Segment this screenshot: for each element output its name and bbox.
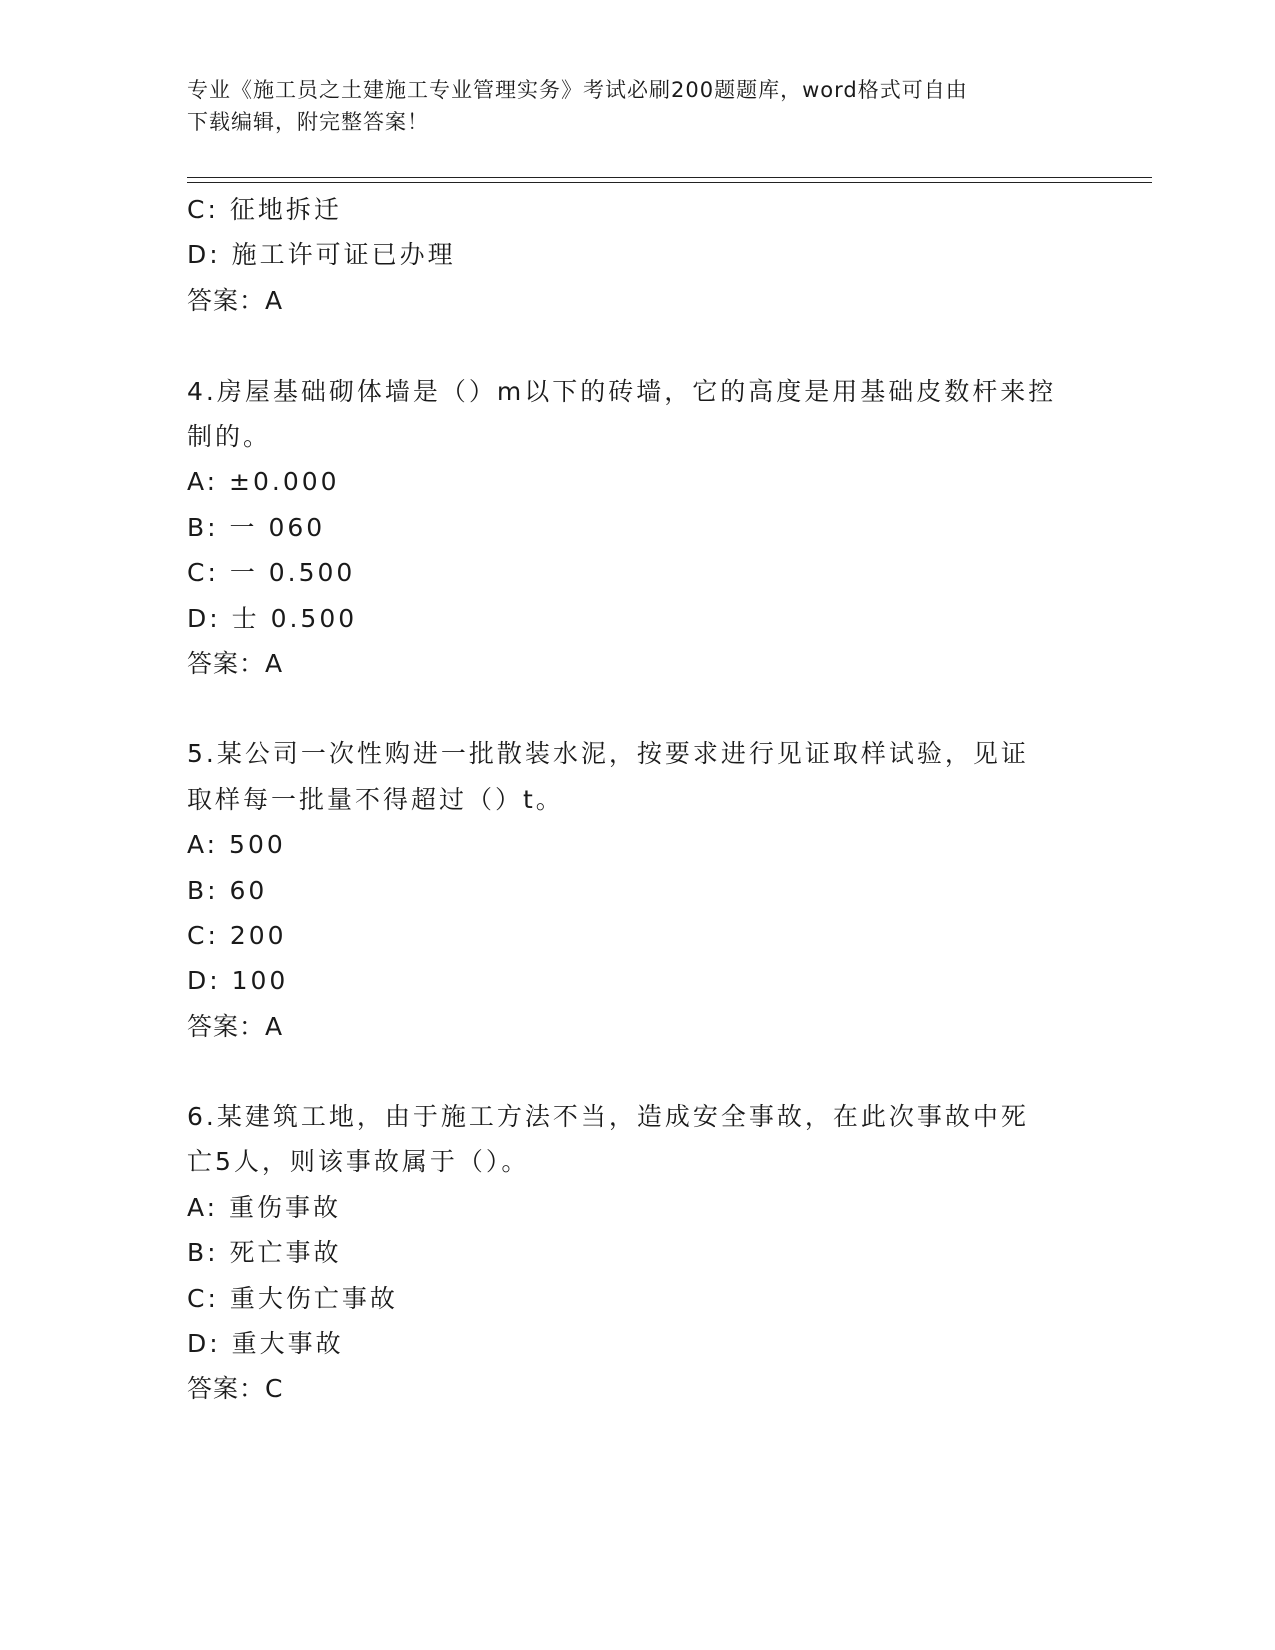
q4-question-line-1: 4.房屋基础砌体墙是（）m以下的砖墙，它的高度是用基础皮数杆来控 <box>187 377 1057 406</box>
header-divider-bottom <box>187 182 1152 183</box>
header-line-1: 专业《施工员之土建施工专业管理实务》考试必刷200题题库，word格式可自由 <box>187 78 968 102</box>
q6-option-c: C: 重大伤亡事故 <box>187 1284 398 1313</box>
q4-option-a: A: ±0.000 <box>187 467 340 496</box>
header-divider-top <box>187 177 1152 178</box>
q5-question-line-1: 5.某公司一次性购进一批散装水泥，按要求进行见证取样试验，见证 <box>187 739 1029 768</box>
q3-answer: 答案：A <box>187 286 284 315</box>
q4-question-line-2: 制的。 <box>187 422 272 451</box>
q5-option-a: A: 500 <box>187 830 286 859</box>
q5-option-b: B: 60 <box>187 876 268 905</box>
q6-answer: 答案：C <box>187 1374 284 1403</box>
header-line-2: 下载编辑，附完整答案！ <box>187 110 429 134</box>
q3-option-d: D: 施工许可证已办理 <box>187 240 456 269</box>
q6-option-a: A: 重伤事故 <box>187 1193 342 1222</box>
q6-option-b: B: 死亡事故 <box>187 1238 342 1267</box>
q5-question-line-2: 取样每一批量不得超过（）t。 <box>187 785 564 814</box>
q6-question-line-2: 亡5人，则该事故属于（）。 <box>187 1147 530 1176</box>
q5-answer: 答案：A <box>187 1012 284 1041</box>
q4-answer: 答案：A <box>187 649 284 678</box>
q5-option-c: C: 200 <box>187 921 287 950</box>
q6-question-line-1: 6.某建筑工地，由于施工方法不当，造成安全事故，在此次事故中死 <box>187 1102 1029 1131</box>
q4-option-d: D: 士 0.500 <box>187 604 358 633</box>
document-header <box>187 74 1087 138</box>
q6-option-d: D: 重大事故 <box>187 1329 344 1358</box>
q5-option-d: D: 100 <box>187 966 289 995</box>
q4-option-c: C: 一 0.500 <box>187 558 356 587</box>
q4-option-b: B: 一 060 <box>187 513 326 542</box>
q3-option-c: C: 征地拆迁 <box>187 195 342 224</box>
